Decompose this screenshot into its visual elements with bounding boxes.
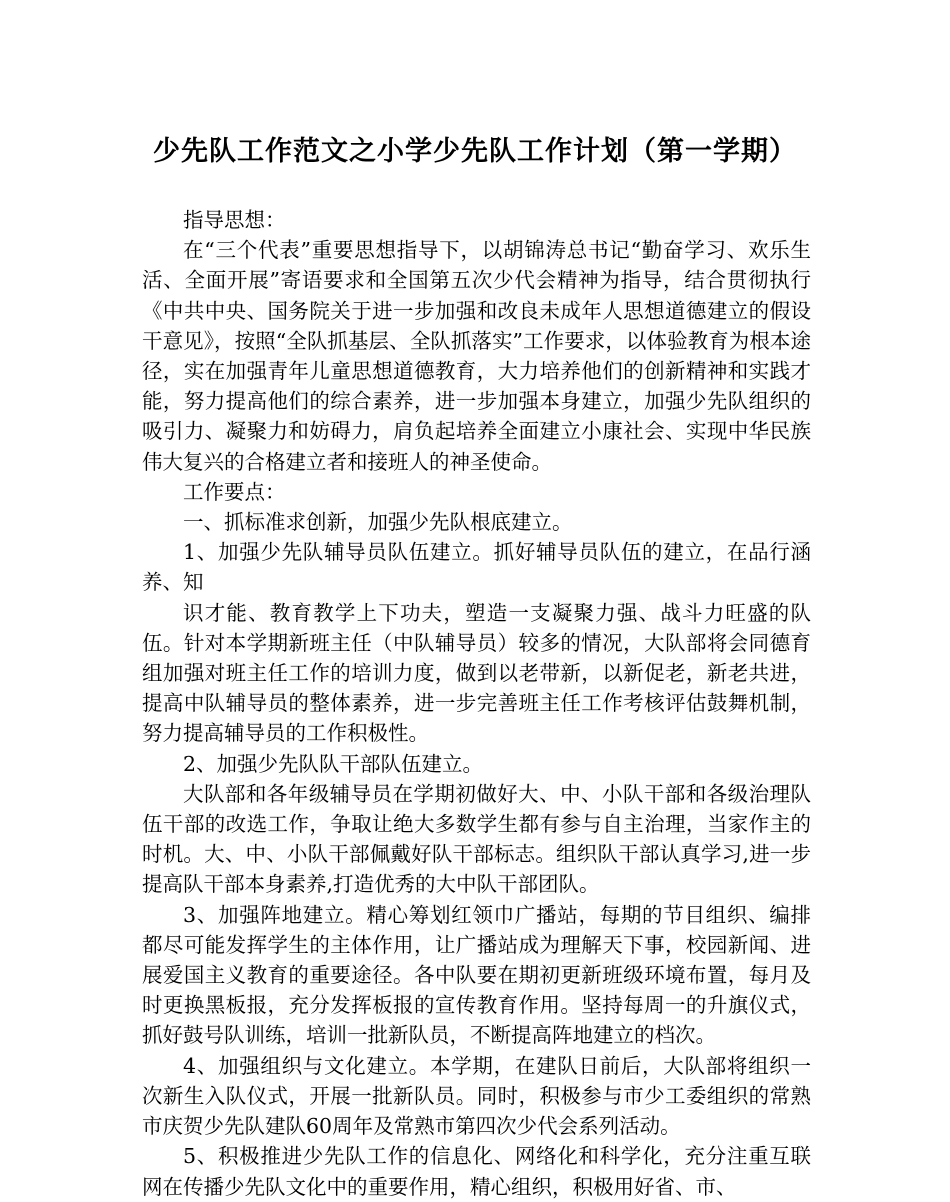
paragraph-item-1-continued: 识才能、教育教学上下功夫，塑造一支凝聚力强、战斗力旺盛的队伍。针对本学期新班主任（中队辅导员）较多的情况，大队部将会同德育组加强对班主任工作的培训力度，做到以老带新，以新促老，新老共进，提高中队辅导员的整体素养，进一步完善班主任工作考核评估鼓舞机制，努力提高辅导员的工作积极性。 (142, 600, 811, 746)
paragraph-guiding-ideology-heading: 指导思想： (183, 208, 286, 232)
paragraph-guiding-ideology: 在“三个代表”重要思想指导下，以胡锦涛总书记“勤奋学习、欢乐生活、全面开展”寄语要求和全国第五次少代会精神为指导，结合贯彻执行《中共中央、国务院关于进一步加强和改良未成年人思想道德建立的假设干意见》，按照“全队抓基层、全队抓落实”工作要求，以体验教育为根本途径，实在加强青年儿童思想道德教育，大力培养他们的创新精神和实践才能，努力提高他们的综合素养，进一步加强本身建立，加强少先队组织的吸引力、凝聚力和妨碍力，肩负起培养全面建立小康社会、实现中华民族伟大复兴的合格建立者和接班人的神圣使命。 (142, 238, 811, 474)
paragraph-work-points-heading: 工作要点： (183, 479, 286, 504)
paragraph-item-3: 3、加强阵地建立。精心筹划红领巾广播站，每期的节目组织、编排都尽可能发挥学生的主体作用，让广播站成为理解天下事，校园新闻、进展爱国主义教育的重要途径。各中队要在期初更新班级环境布置，每月及时更换黑板报，充分发挥板报的宣传教育作用。坚持每周一的升旗仪式，抓好鼓号队训练，培训一批新队员，不断提高阵地建立的档次。 (142, 902, 811, 1048)
paragraph-item-4: 4、加强组织与文化建立。本学期，在建队日前后，大队部将组织一次新生入队仪式，开展一批新队员。同时，积极参与市少工委组织的常熟市庆贺少先队建队60周年及常熟市第四次少代会系列活动。 (142, 1053, 811, 1139)
paragraph-item-5: 5、积极推进少先队工作的信息化、网络化和科学化，充分注重互联网在传播少先队文化中的重要作用，精心组织，积极用好省、市、 (142, 1144, 811, 1199)
document-title: 少先队工作范文之小学少先队工作计划（第一学期） (153, 136, 797, 167)
paragraph-item-2-heading: 2、加强少先队队干部队伍建立。 (183, 751, 484, 776)
paragraph-item-2-body: 大队部和各年级辅导员在学期初做好大、中、小队干部和各级治理队伍干部的改选工作，争取让绝大多数学生都有参与自主治理，当家作主的时机。大、中、小队干部佩戴好队干部标志。组织队干部认真学习,进一步提高队干部本身素养,打造优秀的大中队干部团队。 (142, 781, 811, 897)
paragraph-item-1-start: 1、加强少先队辅导员队伍建立。抓好辅导员队伍的建立，在品行涵养、知 (142, 540, 811, 595)
paragraph-section-one-heading: 一、抓标准求创新，加强少先队根底建立。 (183, 510, 573, 535)
document-body (142, 205, 811, 1202)
